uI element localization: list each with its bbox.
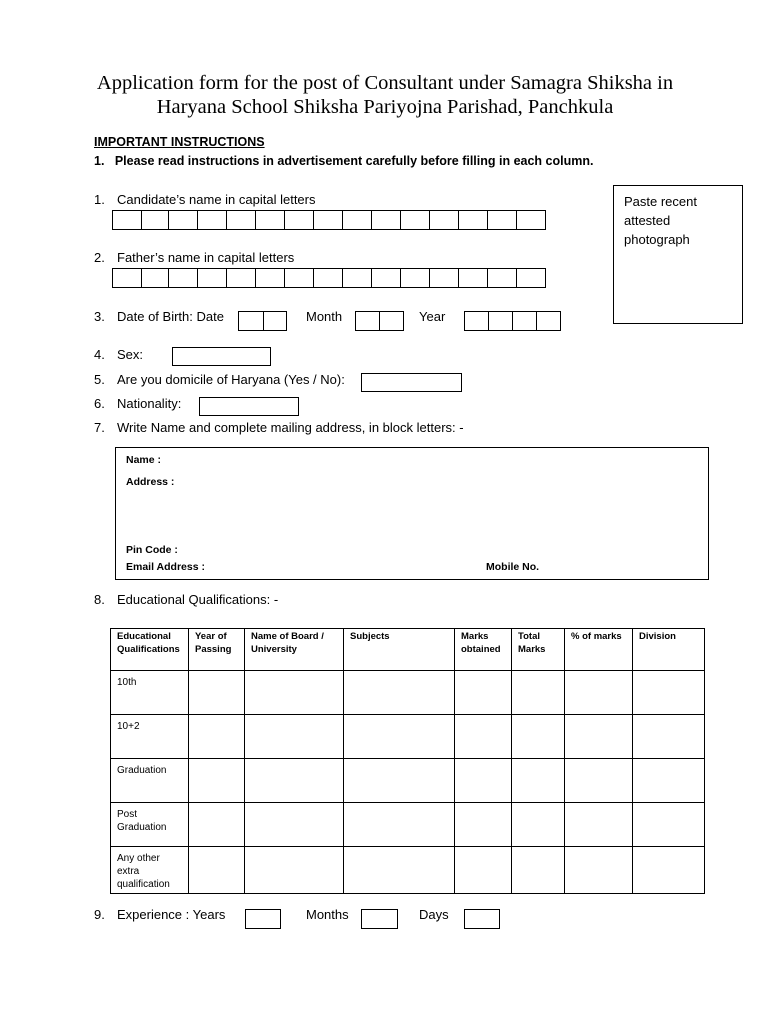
field-6-number: 6. bbox=[94, 396, 105, 411]
address-pin-label: Pin Code : bbox=[126, 544, 178, 556]
address-address-label: Address : bbox=[126, 476, 175, 488]
experience-months-input[interactable] bbox=[361, 909, 398, 929]
char-box[interactable] bbox=[400, 268, 430, 288]
qualification-name: Post Graduation bbox=[111, 803, 189, 847]
table-cell[interactable] bbox=[189, 715, 245, 759]
table-cell[interactable] bbox=[633, 803, 705, 847]
address-mobile-label: Mobile No. bbox=[486, 561, 540, 573]
year-digit-box[interactable] bbox=[464, 311, 489, 331]
experience-days-label: Days bbox=[419, 907, 449, 922]
photo-text-line-1: Paste recent bbox=[624, 194, 697, 209]
table-cell[interactable] bbox=[344, 847, 455, 894]
table-cell[interactable] bbox=[189, 847, 245, 894]
table-cell[interactable] bbox=[512, 671, 565, 715]
table-cell[interactable] bbox=[565, 759, 633, 803]
table-cell[interactable] bbox=[245, 803, 344, 847]
table-row bbox=[111, 671, 705, 715]
field-5-number: 5. bbox=[94, 372, 105, 387]
qualification-name: Any other extra qualification bbox=[111, 847, 189, 894]
table-cell[interactable] bbox=[189, 671, 245, 715]
dob-month-boxes[interactable] bbox=[355, 311, 404, 331]
table-row bbox=[111, 715, 705, 759]
char-box[interactable] bbox=[342, 210, 372, 230]
column-header: Division bbox=[633, 629, 705, 671]
field-4-number: 4. bbox=[94, 347, 105, 362]
qualifications-table bbox=[110, 628, 705, 894]
father-name-label: Father’s name in capital letters bbox=[117, 250, 295, 265]
photo-text-line-3: photograph bbox=[624, 232, 690, 247]
photo-text-line-2: attested bbox=[624, 213, 671, 228]
char-box[interactable] bbox=[141, 210, 169, 230]
table-cell[interactable] bbox=[633, 671, 705, 715]
instructions-heading: IMPORTANT INSTRUCTIONS bbox=[94, 135, 265, 149]
char-box[interactable] bbox=[197, 210, 227, 230]
table-cell[interactable] bbox=[344, 803, 455, 847]
table-cell[interactable] bbox=[512, 715, 565, 759]
month-digit-box[interactable] bbox=[355, 311, 380, 331]
instruction-item-1: 1. Please read instructions in advertisement carefully before filling in each column. bbox=[94, 154, 594, 168]
table-cell[interactable] bbox=[189, 759, 245, 803]
char-box[interactable] bbox=[255, 268, 285, 288]
char-box[interactable] bbox=[197, 268, 227, 288]
field-1-number: 1. bbox=[94, 192, 105, 207]
char-box[interactable] bbox=[168, 210, 198, 230]
table-cell[interactable] bbox=[344, 759, 455, 803]
char-box[interactable] bbox=[400, 210, 430, 230]
domicile-label: Are you domicile of Haryana (Yes / No): bbox=[117, 372, 345, 387]
month-digit-box[interactable] bbox=[379, 311, 404, 331]
experience-label: Experience : Years bbox=[117, 907, 226, 922]
experience-years-input[interactable] bbox=[245, 909, 281, 929]
dob-year-boxes[interactable] bbox=[464, 311, 561, 331]
char-box[interactable] bbox=[371, 268, 401, 288]
table-cell[interactable] bbox=[344, 671, 455, 715]
experience-months-label: Months bbox=[306, 907, 349, 922]
char-box[interactable] bbox=[112, 210, 142, 230]
field-2-number: 2. bbox=[94, 250, 105, 265]
char-box[interactable] bbox=[458, 268, 488, 288]
char-box[interactable] bbox=[226, 268, 256, 288]
char-box[interactable] bbox=[487, 268, 517, 288]
char-box[interactable] bbox=[284, 268, 314, 288]
dob-year-label: Year bbox=[419, 309, 446, 324]
column-header: Educational Qualifications bbox=[111, 629, 189, 671]
candidate-name-boxes[interactable] bbox=[112, 210, 546, 230]
year-digit-box[interactable] bbox=[488, 311, 513, 331]
table-cell[interactable] bbox=[344, 715, 455, 759]
date-digit-box[interactable] bbox=[263, 311, 287, 331]
column-header: Year of Passing bbox=[189, 629, 245, 671]
char-box[interactable] bbox=[313, 210, 343, 230]
table-row bbox=[111, 759, 705, 803]
nationality-input[interactable] bbox=[199, 397, 299, 416]
char-box[interactable] bbox=[371, 210, 401, 230]
form-title-line-1: Application form for the post of Consultant under Samagra Shiksha in bbox=[96, 72, 674, 94]
domicile-input[interactable] bbox=[361, 373, 462, 392]
address-label: Write Name and complete mailing address, in block letters: - bbox=[117, 420, 464, 435]
table-cell[interactable] bbox=[245, 715, 344, 759]
column-header: Total Marks bbox=[512, 629, 565, 671]
year-digit-box[interactable] bbox=[512, 311, 537, 331]
char-box[interactable] bbox=[429, 268, 459, 288]
table-cell[interactable] bbox=[455, 671, 512, 715]
field-9-number: 9. bbox=[94, 907, 105, 922]
char-box[interactable] bbox=[487, 210, 517, 230]
table-cell[interactable] bbox=[565, 803, 633, 847]
dob-date-boxes[interactable] bbox=[238, 311, 287, 331]
table-cell[interactable] bbox=[245, 847, 344, 894]
year-digit-box[interactable] bbox=[536, 311, 561, 331]
form-title-line-2: Haryana School Shiksha Pariyojna Parishad, Panchkula bbox=[156, 96, 614, 118]
char-box[interactable] bbox=[342, 268, 372, 288]
address-name-label: Name : bbox=[126, 454, 162, 466]
char-box[interactable] bbox=[284, 210, 314, 230]
dob-month-label: Month bbox=[306, 309, 343, 324]
sex-label: Sex: bbox=[117, 347, 144, 362]
field-7-number: 7. bbox=[94, 420, 105, 435]
table-cell[interactable] bbox=[633, 715, 705, 759]
father-name-boxes[interactable] bbox=[112, 268, 546, 288]
char-box[interactable] bbox=[141, 268, 169, 288]
char-box[interactable] bbox=[168, 268, 198, 288]
candidate-name-label: Candidate’s name in capital letters bbox=[117, 192, 316, 207]
table-cell[interactable] bbox=[245, 671, 344, 715]
table-cell[interactable] bbox=[245, 759, 344, 803]
char-box[interactable] bbox=[429, 210, 459, 230]
education-label: Educational Qualifications: - bbox=[117, 592, 279, 607]
char-box[interactable] bbox=[516, 210, 546, 230]
qualification-name: 10th bbox=[111, 671, 189, 715]
qualification-name: Graduation bbox=[111, 759, 189, 803]
date-digit-box[interactable] bbox=[238, 311, 264, 331]
experience-days-input[interactable] bbox=[464, 909, 500, 929]
table-cell[interactable] bbox=[633, 759, 705, 803]
field-3-number: 3. bbox=[94, 309, 105, 324]
field-8-number: 8. bbox=[94, 592, 105, 607]
char-box[interactable] bbox=[458, 210, 488, 230]
char-box[interactable] bbox=[516, 268, 546, 288]
table-cell[interactable] bbox=[455, 847, 512, 894]
char-box[interactable] bbox=[226, 210, 256, 230]
char-box[interactable] bbox=[112, 268, 142, 288]
column-header: Name of Board / University bbox=[245, 629, 344, 671]
table-cell[interactable] bbox=[633, 847, 705, 894]
table-cell[interactable] bbox=[565, 847, 633, 894]
qualification-name: 10+2 bbox=[111, 715, 189, 759]
sex-input[interactable] bbox=[172, 347, 271, 366]
table-row bbox=[111, 847, 705, 894]
dob-label: Date of Birth: Date bbox=[117, 309, 224, 324]
table-cell[interactable] bbox=[565, 715, 633, 759]
char-box[interactable] bbox=[255, 210, 285, 230]
column-header: Marks obtained bbox=[455, 629, 512, 671]
table-cell[interactable] bbox=[512, 759, 565, 803]
char-box[interactable] bbox=[313, 268, 343, 288]
column-header: Subjects bbox=[344, 629, 455, 671]
table-cell[interactable] bbox=[512, 847, 565, 894]
table-row bbox=[111, 803, 705, 847]
photograph-box[interactable] bbox=[613, 185, 743, 324]
address-email-label: Email Address : bbox=[126, 561, 205, 573]
table-cell[interactable] bbox=[455, 803, 512, 847]
table-cell[interactable] bbox=[189, 803, 245, 847]
table-cell[interactable] bbox=[512, 803, 565, 847]
table-cell[interactable] bbox=[455, 715, 512, 759]
table-cell[interactable] bbox=[455, 759, 512, 803]
column-header: % of marks bbox=[565, 629, 633, 671]
table-cell[interactable] bbox=[565, 671, 633, 715]
nationality-label: Nationality: bbox=[117, 396, 182, 411]
table-header-row bbox=[111, 629, 705, 671]
address-box[interactable] bbox=[115, 447, 709, 580]
